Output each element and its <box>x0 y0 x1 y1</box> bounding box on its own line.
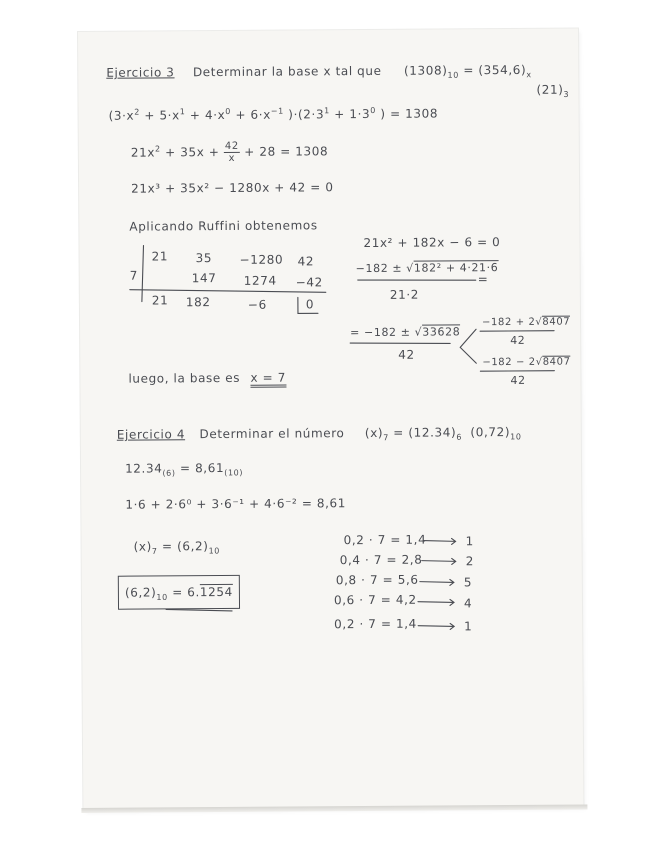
arrow-line-1 <box>424 538 456 544</box>
ruffini-cell: −6 <box>247 297 267 312</box>
quadratic-formula-den: 21·2 <box>389 287 420 302</box>
solution-2-num: −182 − 2√8407 <box>482 356 571 369</box>
conversion-digit: 2 <box>465 554 475 569</box>
conversion-digit: 1 <box>464 619 473 634</box>
conversion-expr: 0,4 · 7 = 2,8 <box>339 552 423 568</box>
solutions-branch <box>460 329 476 363</box>
answer-base: x = 7 <box>250 371 286 388</box>
ex3-eq-mid: = $(354,6)_x$ <box>463 62 532 80</box>
ruffini-horizontal-line <box>130 288 326 293</box>
ex3-prompt: Determinar la base x tal que <box>192 63 382 80</box>
conversion-digit: 4 <box>463 596 473 611</box>
arrow-line-5 <box>418 623 454 629</box>
ex3-expansion: ($3\cdot x^2 + 5\cdot x^1 + 4\cdot x^0 + 6\cdot x^{-1}$ )$\cdot(2\cdot 3^1 + 1\cdot 3^0$ ) = 1308 <box>108 105 439 123</box>
ruffini-cell: 147 <box>191 271 217 286</box>
arrow-line-4 <box>418 599 454 605</box>
fraction: $\frac{42}{x}$ <box>224 140 239 164</box>
ruffini-cell: 182 <box>185 295 211 310</box>
conversion-expr: 0,2 · 7 = 1,4 <box>343 532 427 548</box>
quadratic-equation: 21x² + 182x − 6 = 0 <box>363 235 501 251</box>
solution-2-fraction-bar <box>480 371 554 372</box>
conversion-digit: 5 <box>463 575 473 590</box>
ex4-step3: $(x)_7 = (6,2)_{10}$ <box>133 539 220 556</box>
ruffini-cell: 21 <box>151 293 169 308</box>
discriminant-fraction-bar <box>350 342 450 344</box>
solution-1-fraction-bar <box>480 331 554 332</box>
ruffini-cell: 42 <box>297 254 315 269</box>
ex4-prompt: Determinar el número <box>199 426 345 442</box>
discriminant-den: 42 <box>398 347 415 362</box>
conversion-expr: 0,2 · 7 = 1,4 <box>334 616 417 632</box>
ink-strokes <box>78 29 583 810</box>
ruffini-cell: 1274 <box>243 273 277 288</box>
ex3-eq-right: $(21)_3$ <box>536 82 570 100</box>
ruffini-cell: 21 <box>151 249 169 264</box>
ruffini-vertical-line <box>141 246 143 302</box>
discriminant-num: = −182 ± √33628 <box>350 325 461 340</box>
final-answer-box: $(6,2)_{10} = 6.1254$ <box>118 575 240 610</box>
ex4-title: Ejercicio 4 <box>116 427 186 442</box>
ruffini-intro: Aplicando Ruffini obtenemos <box>129 218 318 234</box>
solution-2-den: 42 <box>510 373 526 387</box>
conversion-digit: 1 <box>465 534 474 549</box>
equals-sign: = <box>477 272 489 287</box>
ruffini-remainder: 0 <box>305 297 315 312</box>
arrow-line-2 <box>422 558 456 564</box>
ex4-eq: $(x)_7 = (12.34)_6$ $(0,72)_{10}$ <box>364 424 522 443</box>
ex4-step1: $12.34_{(6)} = 8,61_{(10)}$ <box>125 460 244 478</box>
ruffini-root: 7 <box>129 268 139 283</box>
solution-1-num: −182 + 2√8407 <box>482 316 571 329</box>
quadratic-formula-num: −182 ± √182² + 4·21·6 <box>355 261 499 276</box>
quadratic-fraction-bar <box>358 279 476 281</box>
ex3-eq-left: $(1308)_{10}$ <box>403 63 459 80</box>
ex3-step2: $21x^2 + 35x$ + $\frac{42}{x}$ + 28 = 1308 <box>130 140 329 164</box>
solution-1-den: 42 <box>510 333 526 347</box>
ex4-step2: 1·6 + 2·6⁰ + 3·6⁻¹ + 4·6⁻² = 8,61 <box>125 496 347 512</box>
ex3-conclusion: luego, la base es x = 7 <box>128 371 286 386</box>
conversion-expr: 0,8 · 7 = 5,6 <box>335 572 419 588</box>
conversion-expr: 0,6 · 7 = 4,2 <box>333 592 417 608</box>
answer-underline <box>166 609 232 611</box>
notebook-page <box>78 29 583 810</box>
ruffini-remainder-box <box>298 297 318 313</box>
ruffini-cell: −1280 <box>239 252 284 267</box>
ex3-step3: 21x³ + 35x² − 1280x + 42 = 0 <box>131 180 334 196</box>
arrow-line-3 <box>420 579 454 585</box>
ruffini-cell: −42 <box>295 275 323 290</box>
ruffini-cell: 35 <box>195 251 213 266</box>
ex3-title: Ejercicio 3 <box>106 65 175 80</box>
